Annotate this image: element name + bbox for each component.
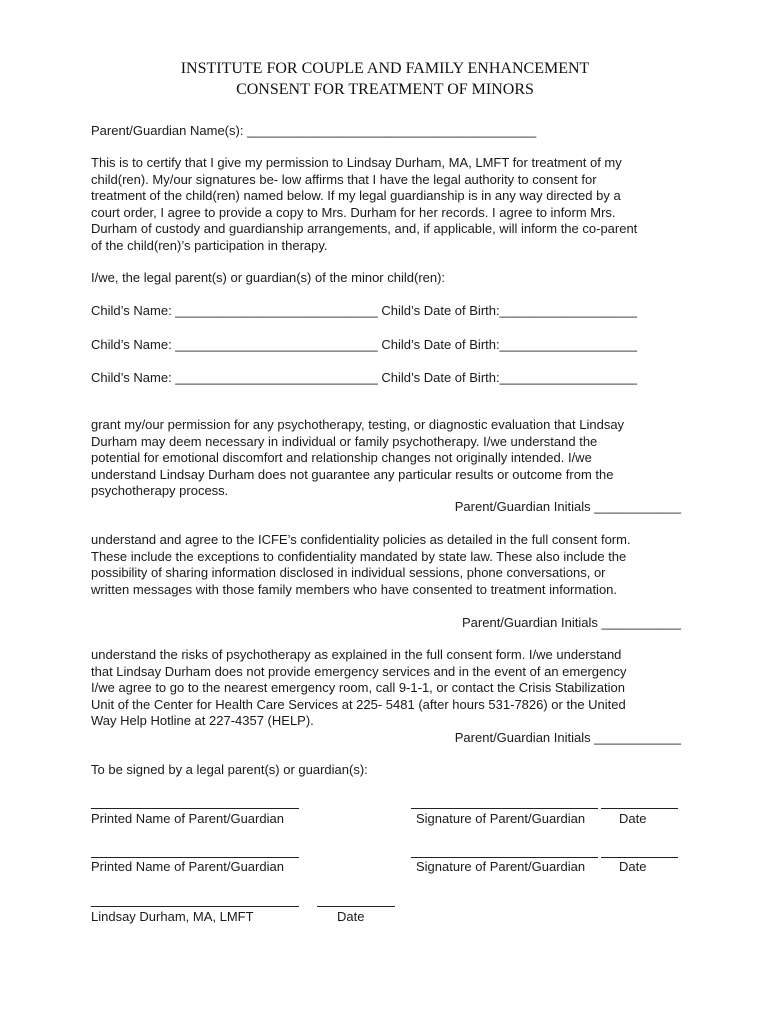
child-row-1[interactable]: Child’s Name: ____________________________ Child’s Date of Birth:___________________ bbox=[91, 303, 637, 318]
date-line-1[interactable] bbox=[601, 808, 678, 809]
paragraph-line: grant my/our permission for any psychotherapy, testing, or diagnostic evaluation that Lindsay bbox=[91, 417, 625, 432]
paragraph-line: that Lindsay Durham does not provide emergency services and in the event of an emergency bbox=[91, 663, 627, 679]
legal-parent-statement: I/we, the legal parent(s) or guardian(s) of the minor child(ren): bbox=[91, 270, 446, 285]
date-label: Date bbox=[619, 811, 647, 826]
signature-label: Signature of Parent/Guardian bbox=[416, 811, 586, 826]
paragraph-line: psychotherapy process. bbox=[91, 483, 229, 498]
signature-label: Signature of Parent/Guardian bbox=[416, 859, 586, 874]
date-line-2[interactable] bbox=[601, 857, 678, 858]
sign-intro: To be signed by a legal parent(s) or guardian(s): bbox=[91, 762, 368, 777]
intro-line: child(ren). My/our signatures be- low affirms that I have the legal authority to consent for bbox=[91, 171, 597, 187]
paragraph-line: Durham may deem necessary in individual or family psychotherapy. I/we understand the bbox=[91, 433, 598, 449]
paragraph-line: Unit of the Center for Health Care Services at 225- 5481 (after hours 531-7826) or the United bbox=[91, 696, 626, 712]
therapist-date-label: Date bbox=[337, 909, 365, 924]
paragraph-line: These include the exceptions to confidentiality mandated by state law. These also include the bbox=[91, 548, 627, 564]
date-label: Date bbox=[619, 859, 647, 874]
intro-line: Durham of custody and guardianship arrangements, and, if applicable, will inform the co-parent bbox=[91, 221, 638, 236]
intro-line: of the child(ren)’s participation in therapy. bbox=[91, 237, 328, 253]
initials-field-1[interactable]: Parent/Guardian Initials ____________ bbox=[454, 499, 681, 514]
signature-line-1[interactable] bbox=[411, 808, 598, 809]
printed-name-line-2[interactable] bbox=[91, 857, 299, 858]
printed-name-line-1[interactable] bbox=[91, 808, 299, 809]
risks-paragraph bbox=[91, 647, 681, 730]
therapist-signature-line[interactable] bbox=[91, 906, 299, 907]
paragraph-line: potential for emotional discomfort and relationship changes not originally intended. I/we bbox=[91, 450, 592, 465]
initials-field-2[interactable]: Parent/Guardian Initials ___________ bbox=[462, 615, 681, 630]
form-title: CONSENT FOR TREATMENT OF MINORS bbox=[236, 81, 534, 98]
paragraph-line: Way Help Hotline at 227-4357 (HELP). bbox=[91, 713, 314, 728]
parent-names-line[interactable]: Parent/Guardian Name(s): ________________________________________ bbox=[91, 123, 537, 138]
psychotherapy-permission-paragraph bbox=[91, 417, 681, 500]
printed-name-label: Printed Name of Parent/Guardian bbox=[91, 859, 284, 874]
therapist-date-line[interactable] bbox=[317, 906, 395, 907]
intro-paragraph bbox=[91, 155, 681, 254]
paragraph-line: I/we agree to go to the nearest emergency room, call 9-1-1, or contact the Crisis Stabilization bbox=[91, 680, 625, 695]
child-row-3[interactable]: Child’s Name: ____________________________ Child’s Date of Birth:___________________ bbox=[91, 370, 637, 385]
child-row-2[interactable]: Child’s Name: ____________________________ Child’s Date of Birth:___________________ bbox=[91, 337, 637, 352]
printed-name-label: Printed Name of Parent/Guardian bbox=[91, 811, 284, 826]
confidentiality-paragraph bbox=[91, 532, 681, 598]
paragraph-line: understand Lindsay Durham does not guarantee any particular results or outcome from the bbox=[91, 466, 614, 482]
paragraph-line: possibility of sharing information disclosed in individual sessions, phone conversations, or bbox=[91, 565, 606, 580]
intro-line: court order, I agree to provide a copy to Mrs. Durham for her records. I agree to inform Mrs. bbox=[91, 204, 616, 220]
signature-line-2[interactable] bbox=[411, 857, 598, 858]
paragraph-line: understand and agree to the ICFE’s confidentiality policies as detailed in the full consent form. bbox=[91, 532, 631, 547]
therapist-name-label: Lindsay Durham, MA, LMFT bbox=[91, 909, 254, 924]
institute-title: INSTITUTE FOR COUPLE AND FAMILY ENHANCEMENT bbox=[180, 60, 590, 77]
initials-field-3[interactable]: Parent/Guardian Initials ____________ bbox=[454, 730, 681, 745]
intro-line: treatment of the child(ren) named below. If my legal guardianship is in any way directed by a bbox=[91, 188, 621, 203]
paragraph-line: understand the risks of psychotherapy as explained in the full consent form. I/we understand bbox=[91, 647, 622, 662]
intro-line: This is to certify that I give my permission to Lindsay Durham, MA, LMFT for treatment of my bbox=[91, 155, 622, 170]
paragraph-line: written messages with those family members who have consented to treatment information. bbox=[91, 581, 618, 597]
